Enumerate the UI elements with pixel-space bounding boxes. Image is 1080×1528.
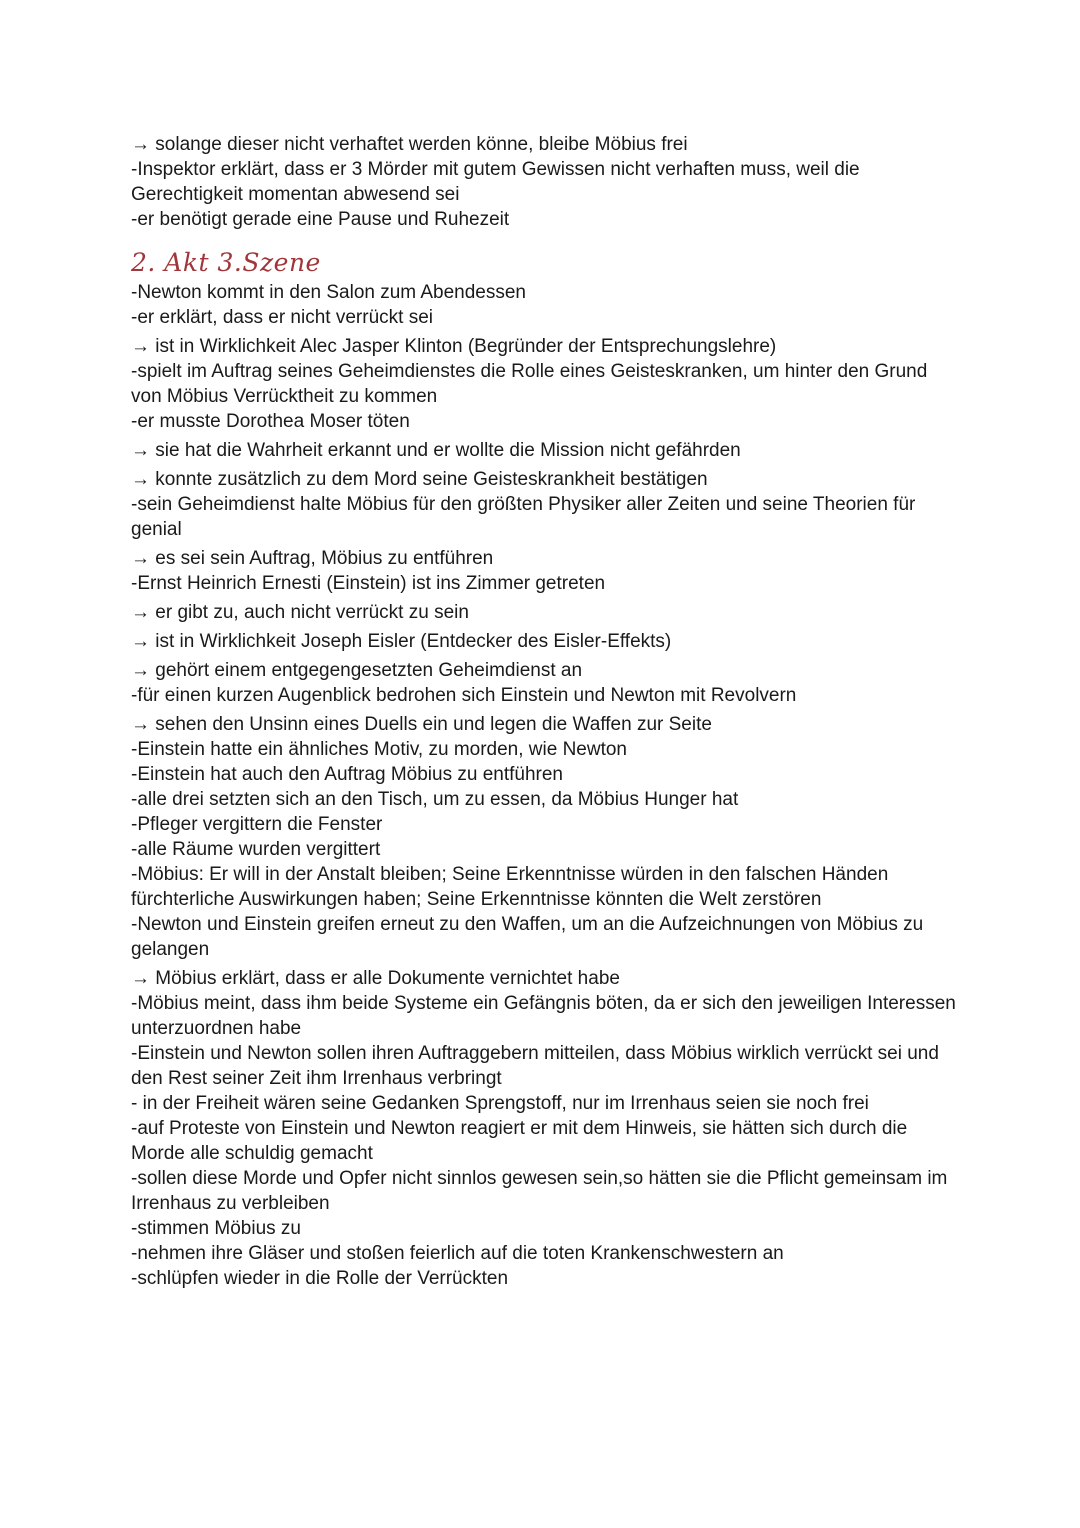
body-line: -spielt im Auftrag seines Geheimdienstes die Rolle eines Geisteskranken, um hinter den Grund von Möbius Verrücktheit zu kommen: [131, 361, 928, 407]
section-body: [131, 280, 961, 1291]
body-line: - in der Freiheit wären seine Gedanken Sprengstoff, nur im Irrenhaus seien sie noch frei: [131, 1093, 869, 1114]
body-line: -alle Räume wurden vergittert: [131, 839, 381, 860]
body-line: -Möbius meint, dass ihm beide Systeme ein Gefängnis böten, da er sich den jeweiligen Interessen unterzuordnen habe: [131, 993, 956, 1039]
body-line: -Newton kommt in den Salon zum Abendessen: [131, 282, 526, 303]
document-page: [131, 132, 961, 1291]
body-line: → gehört einem entgegengesetzten Geheimdienst an: [131, 660, 583, 681]
body-line: -schlüpfen wieder in die Rolle der Verrückten: [131, 1268, 509, 1289]
intro-line: → solange dieser nicht verhaftet werden könne, bleibe Möbius frei: [131, 134, 688, 155]
body-line: → er gibt zu, auch nicht verrückt zu sein: [131, 602, 469, 623]
body-line: -Ernst Heinrich Ernesti (Einstein) ist ins Zimmer getreten: [131, 573, 606, 594]
body-line: → ist in Wirklichkeit Alec Jasper Klinton (Begründer der Entsprechungslehre): [131, 336, 777, 357]
body-line: -nehmen ihre Gläser und stoßen feierlich auf die toten Krankenschwestern an: [131, 1243, 784, 1264]
section-heading: 2. Akt 3.Szene: [131, 248, 321, 277]
body-line: -er erklärt, dass er nicht verrückt sei: [131, 307, 433, 328]
body-line: → es sei sein Auftrag, Möbius zu entführen: [131, 548, 494, 569]
body-line: -Einstein hat auch den Auftrag Möbius zu entführen: [131, 764, 563, 785]
body-line: -alle drei setzten sich an den Tisch, um zu essen, da Möbius Hunger hat: [131, 789, 739, 810]
intro-line: -er benötigt gerade eine Pause und Ruhezeit: [131, 209, 510, 230]
intro-line: -Inspektor erklärt, dass er 3 Mörder mit gutem Gewissen nicht verhaften muss, weil die Gerechtigkeit momentan abwesend sei: [131, 159, 860, 205]
body-line: → sehen den Unsinn eines Duells ein und legen die Waffen zur Seite: [131, 714, 712, 735]
body-line: -stimmen Möbius zu: [131, 1218, 301, 1239]
body-line: -Pfleger vergittern die Fenster: [131, 814, 383, 835]
body-line: -für einen kurzen Augenblick bedrohen sich Einstein und Newton mit Revolvern: [131, 685, 797, 706]
body-line: -sollen diese Morde und Opfer nicht sinnlos gewesen sein,so hätten sie die Pflicht gemeinsam im Irrenhaus zu verbleiben: [131, 1168, 948, 1214]
body-line: -auf Proteste von Einstein und Newton reagiert er mit dem Hinweis, sie hätten sich durch die Morde alle schuldig gemacht: [131, 1118, 908, 1164]
body-line: -sein Geheimdienst halte Möbius für den größten Physiker aller Zeiten und seine Theorien für genial: [131, 494, 916, 540]
body-line: -Möbius: Er will in der Anstalt bleiben; Seine Erkenntnisse würden in den falschen Händen fürchterliche Auswirkungen haben; Seine Erkenntnisse könnten die Welt zerstören: [131, 864, 889, 910]
body-line: -Einstein hatte ein ähnliches Motiv, zu morden, wie Newton: [131, 739, 628, 760]
body-line: → Möbius erklärt, dass er alle Dokumente vernichtet habe: [131, 968, 620, 989]
body-line: → konnte zusätzlich zu dem Mord seine Geisteskrankheit bestätigen: [131, 469, 708, 490]
intro-block: [131, 132, 961, 232]
body-line: → sie hat die Wahrheit erkannt und er wollte die Mission nicht gefährden: [131, 440, 741, 461]
body-line: → ist in Wirklichkeit Joseph Eisler (Entdecker des Eisler-Effekts): [131, 631, 672, 652]
body-line: -Einstein und Newton sollen ihren Auftraggebern mitteilen, dass Möbius wirklich verrückt sei und den Rest seiner Zeit ihm Irrenhaus verbringt: [131, 1043, 939, 1089]
body-line: -Newton und Einstein greifen erneut zu den Waffen, um an die Aufzeichnungen von Möbius zu gelangen: [131, 914, 924, 960]
body-line: -er musste Dorothea Moser töten: [131, 411, 410, 432]
